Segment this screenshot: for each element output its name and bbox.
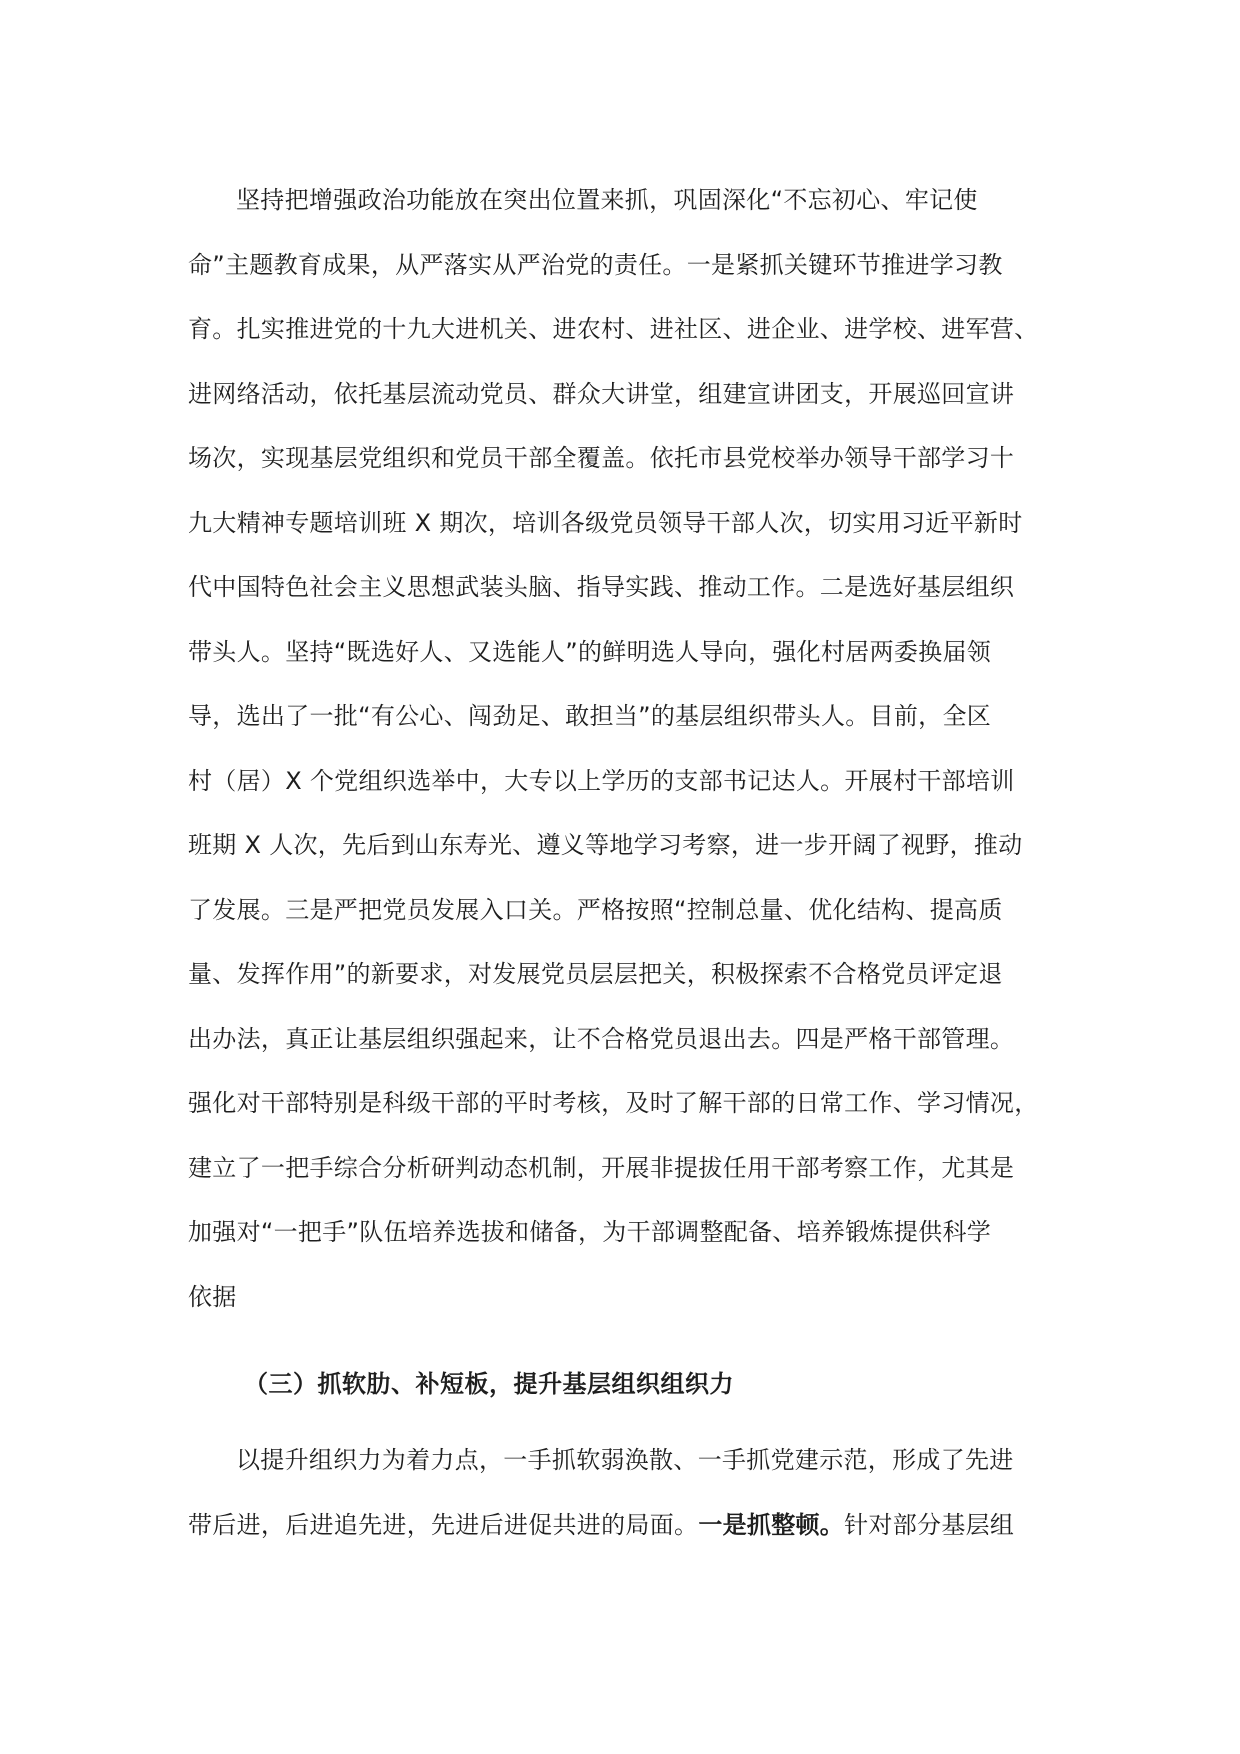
paragraph-line: 加强对“一把手”队伍培养选拔和储备，为干部调整配备、培养锻炼提供科学 [188,1218,992,1246]
paragraph-line: 命”主题教育成果，从严落实从严治党的责任。一是紧抓关键环节推进学习教 [188,251,1003,279]
paragraph-line: 坚持把增强政治功能放在突出位置来抓，巩固深化“不忘初心、牢记使 [236,186,978,214]
paragraph-line: 育。扎实推进党的十九大进机关、进农村、进社区、进企业、进学校、进军营、 [188,315,1039,343]
paragraph-line: 量、发挥作用”的新要求，对发展党员层层把关，积极探索不合格党员评定退 [188,960,1003,988]
paragraph-line: 班期 X 人次，先后到山东寿光、遵义等地学习考察，进一步开阔了视野，推动 [188,831,1023,859]
text-run: 针对部分基层组 [844,1511,1015,1539]
paragraph-line [188,1505,1014,1540]
bold-lead-phrase: 一是抓整顿。 [698,1511,845,1539]
paragraph-line: 出办法，真正让基层组织强起来，让不合格党员退出去。四是严格干部管理。 [188,1025,1015,1053]
paragraph-line: 场次，实现基层党组织和党员干部全覆盖。依托市县党校举办领导干部学习十 [188,444,1015,472]
text-run: 带后进，后进追先进，先进后进促共进的局面。 [188,1511,699,1539]
paragraph-line: 代中国特色社会主义思想武装头脑、指导实践、推动工作。二是选好基层组织 [188,573,1015,601]
paragraph-line: 进网络活动，依托基层流动党员、群众大讲堂，组建宣讲团支，开展巡回宣讲 [188,380,1015,408]
paragraph-line: 导，选出了一批“有公心、闯劲足、敢担当”的基层组织带头人。目前，全区 [188,702,992,730]
paragraph-line: 以提升组织力为着力点，一手抓软弱涣散、一手抓党建示范，形成了先进 [236,1446,1014,1474]
paragraph-line: 了发展。三是严把党员发展入口关。严格按照“控制总量、优化结构、提高质 [188,896,1003,924]
paragraph-line: 带头人。坚持“既选好人、又选能人”的鲜明选人导向，强化村居两委换届领 [188,638,992,666]
paragraph-line: 村（居）X 个党组织选举中，大专以上学历的支部书记达人。开展村干部培训 [188,767,1015,795]
paragraph-line: 建立了一把手综合分析研判动态机制，开展非提拔任用干部考察工作，尤其是 [188,1154,1015,1182]
paragraph-line: 九大精神专题培训班 X 期次，培训各级党员领导干部人次，切实用习近平新时 [188,509,1023,537]
paragraph-line: 依据 [188,1283,237,1311]
paragraph-line: 强化对干部特别是科级干部的平时考核，及时了解干部的日常工作、学习情况， [188,1089,1039,1117]
section-heading: （三）抓软肋、补短板，提升基层组织组织力 [244,1370,734,1398]
